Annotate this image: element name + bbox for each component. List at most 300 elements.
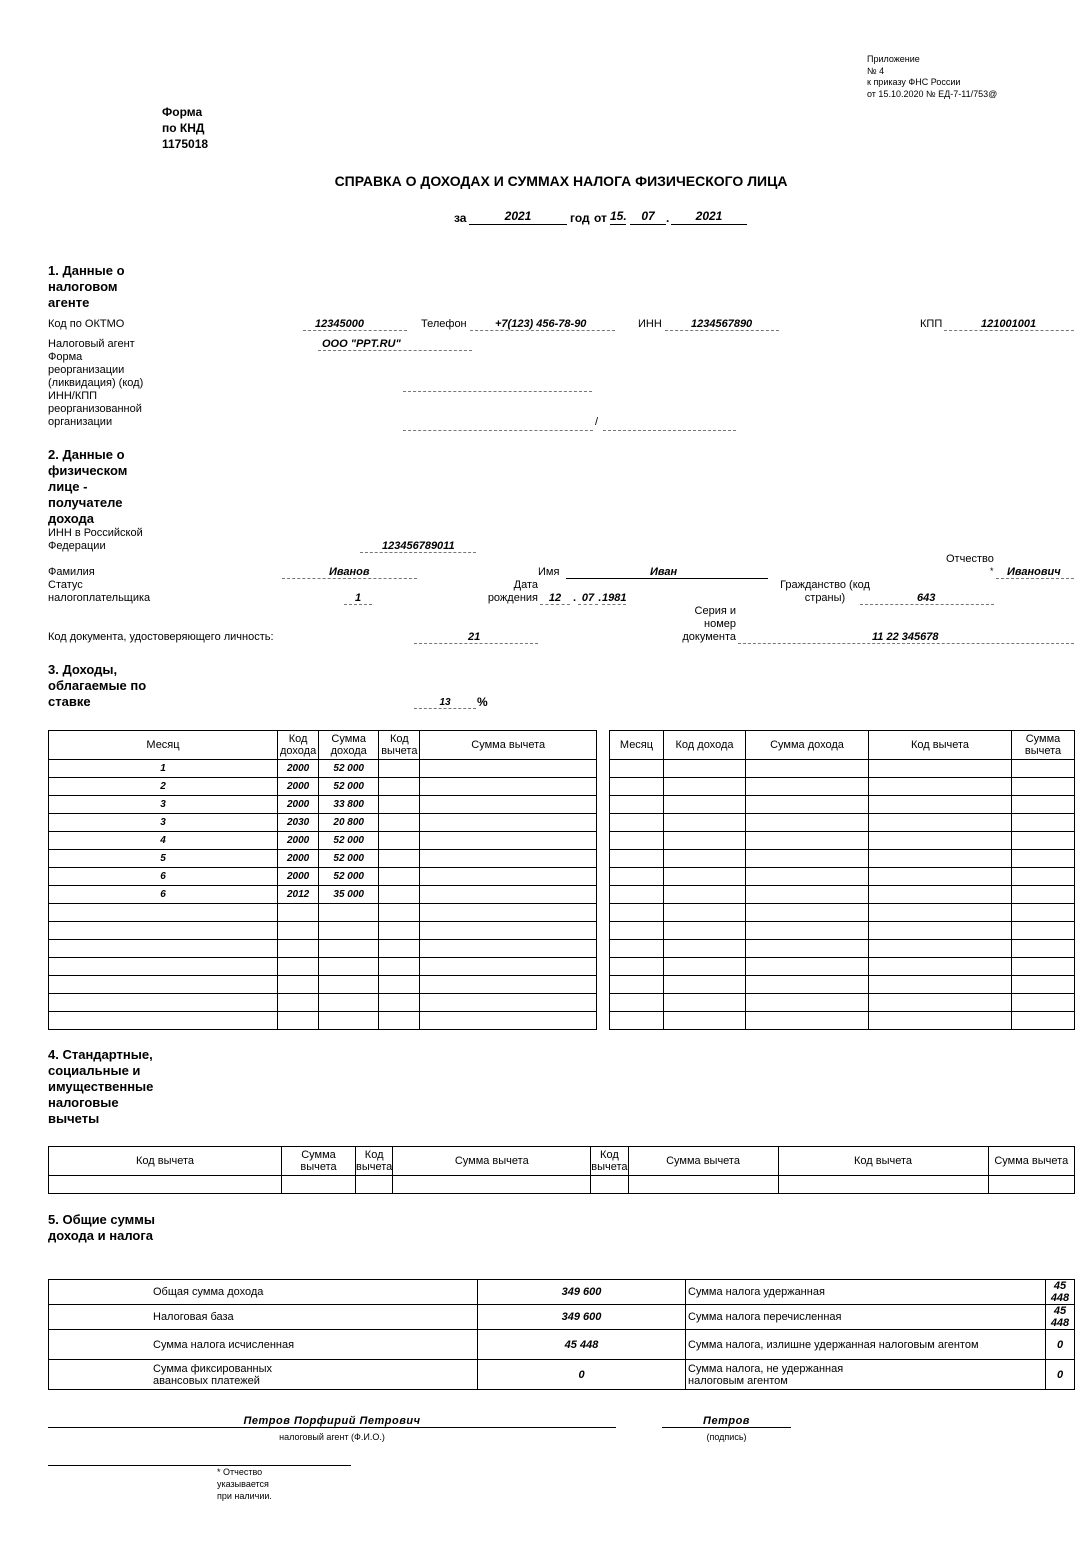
deduction-sum-cell[interactable] xyxy=(420,886,597,904)
deduction-sum-cell[interactable] xyxy=(1012,760,1075,778)
surname-field[interactable]: Иванов xyxy=(282,566,417,579)
income-sum-cell[interactable] xyxy=(319,958,379,976)
table-row xyxy=(610,832,1075,850)
appendix-note xyxy=(867,54,997,100)
month-cell[interactable] xyxy=(610,940,664,958)
deduction-sum-cell[interactable] xyxy=(1012,850,1075,868)
deduction-sum-cell[interactable] xyxy=(1012,904,1075,922)
tax-not-withheld-value: 0 xyxy=(1046,1360,1075,1390)
deduction-cell[interactable] xyxy=(282,1176,356,1194)
deduction-cell[interactable] xyxy=(356,1176,393,1194)
income-code-cell[interactable]: 2000 xyxy=(278,868,319,886)
doc-code-field[interactable]: 21 xyxy=(414,631,538,644)
col-header-deduction-code: Код вычета xyxy=(869,731,1012,760)
income-code-cell[interactable] xyxy=(664,958,746,976)
deduction-code-cell[interactable] xyxy=(869,940,1012,958)
agent-inn-field[interactable]: 1234567890 xyxy=(665,318,779,331)
kpp-field[interactable]: 121001001 xyxy=(944,318,1074,331)
fixed-advance-label xyxy=(49,1360,478,1390)
table-row xyxy=(49,994,597,1012)
table-row xyxy=(49,886,597,904)
table-row xyxy=(49,814,597,832)
table-row xyxy=(610,868,1075,886)
table-row xyxy=(49,958,597,976)
deduction-sum-cell[interactable] xyxy=(420,760,597,778)
god-label: год xyxy=(570,211,590,225)
citizenship-field[interactable]: 643 xyxy=(860,592,994,605)
income-sum-cell[interactable] xyxy=(319,994,379,1012)
income-code-cell[interactable] xyxy=(664,940,746,958)
percent-sign: % xyxy=(477,695,488,709)
income-sum-cell[interactable] xyxy=(746,850,869,868)
deduction-sum-header: Сумма вычета xyxy=(988,1147,1074,1176)
income-sum-cell[interactable] xyxy=(746,832,869,850)
month-cell[interactable]: 2 xyxy=(49,778,278,796)
deduction-code-cell[interactable] xyxy=(869,760,1012,778)
deduction-code-cell[interactable] xyxy=(379,886,420,904)
income-sum-cell[interactable] xyxy=(746,814,869,832)
income-table-right-body xyxy=(610,760,1075,1030)
month-cell[interactable] xyxy=(610,760,664,778)
deduction-sum-cell[interactable] xyxy=(420,832,597,850)
deduction-sum-cell[interactable] xyxy=(1012,922,1075,940)
deduction-code-cell[interactable] xyxy=(379,778,420,796)
table-row xyxy=(610,814,1075,832)
deduction-code-header: Код вычета xyxy=(49,1147,282,1176)
deduction-code-cell[interactable] xyxy=(869,904,1012,922)
total-income-value: 349 600 xyxy=(478,1280,686,1305)
deduction-sum-cell[interactable] xyxy=(420,778,597,796)
doc-code-label: Код документа, удостоверяющего личность: xyxy=(48,631,274,643)
deduction-code-cell[interactable] xyxy=(379,958,420,976)
tax-transferred-label: Сумма налога перечисленная xyxy=(686,1305,1046,1330)
month-cell[interactable] xyxy=(49,1012,278,1030)
deduction-code-cell[interactable] xyxy=(869,778,1012,796)
rate-field[interactable]: 13 xyxy=(414,697,476,709)
income-code-cell[interactable]: 2000 xyxy=(278,832,319,850)
tax-not-withheld-label xyxy=(686,1360,1046,1390)
agent-field[interactable]: ООО "PPT.RU" xyxy=(318,338,472,351)
deduction-code-cell[interactable] xyxy=(379,994,420,1012)
tax-overwithheld-label: Сумма налога, излишне удержанная налоговым агентом xyxy=(686,1330,1046,1360)
page-title: СПРАВКА О ДОХОДАХ И СУММАХ НАЛОГА ФИЗИЧЕСКОГО ЛИЦА xyxy=(334,173,788,189)
deduction-code-cell[interactable] xyxy=(869,886,1012,904)
month-cell[interactable] xyxy=(610,796,664,814)
deduction-code-header: Код вычета xyxy=(778,1147,988,1176)
col-header-deduction-code: Код вычета xyxy=(379,731,420,760)
table-row xyxy=(610,904,1075,922)
inn-label: ИНН xyxy=(638,318,662,330)
deduction-cell[interactable] xyxy=(628,1176,778,1194)
col-header-month: Месяц xyxy=(610,731,664,760)
oktmo-label: Код по ОКТМО xyxy=(48,318,125,330)
deduction-code-cell[interactable] xyxy=(379,940,420,958)
appendix-line: № 4 xyxy=(867,65,885,76)
deduction-code-cell[interactable] xyxy=(869,976,1012,994)
income-sum-cell[interactable]: 52 000 xyxy=(319,868,379,886)
month-cell[interactable]: 1 xyxy=(49,760,278,778)
month-cell[interactable] xyxy=(610,868,664,886)
income-sum-cell[interactable] xyxy=(746,868,869,886)
doc-series-label: Серия и номер документа xyxy=(682,605,736,643)
deduction-code-cell[interactable] xyxy=(379,832,420,850)
income-sum-cell[interactable] xyxy=(746,922,869,940)
agent-name-field[interactable]: Петров Порфирий Петрович xyxy=(48,1415,616,1428)
reorg-label: Форма реорганизации (ликвидация) (код) xyxy=(48,351,144,389)
income-code-cell[interactable] xyxy=(664,832,746,850)
date-day[interactable]: 15. xyxy=(610,209,627,223)
deduction-code-cell[interactable] xyxy=(869,958,1012,976)
appendix-line: Приложение xyxy=(867,54,920,64)
month-cell[interactable] xyxy=(49,976,278,994)
birth-month-field[interactable]: 07 xyxy=(578,592,598,605)
income-code-cell[interactable] xyxy=(664,778,746,796)
income-code-cell[interactable] xyxy=(664,922,746,940)
table-row xyxy=(49,760,597,778)
table-row xyxy=(49,940,597,958)
deduction-sum-cell[interactable] xyxy=(420,850,597,868)
birth-dot: . xyxy=(598,592,602,604)
person-inn-field[interactable]: 123456789011 xyxy=(360,540,476,553)
person-inn-label: ИНН в Российской Федерации xyxy=(48,527,143,552)
table-row xyxy=(49,922,597,940)
income-code-cell[interactable] xyxy=(278,958,319,976)
income-table-left xyxy=(48,730,597,1030)
income-code-cell[interactable] xyxy=(664,868,746,886)
month-cell[interactable] xyxy=(49,922,278,940)
month-cell[interactable] xyxy=(610,904,664,922)
table-row xyxy=(610,760,1075,778)
income-code-cell[interactable]: 2000 xyxy=(278,760,319,778)
col-header-income-code: Код дохода xyxy=(278,731,319,760)
tax-withheld-value: 45 448 xyxy=(1046,1280,1075,1305)
za-label: за xyxy=(454,211,467,225)
income-sum-cell[interactable]: 52 000 xyxy=(319,778,379,796)
kpp-label: КПП xyxy=(920,318,943,330)
section1-title: 1. Данные о налоговом агенте xyxy=(48,263,125,310)
table-row xyxy=(610,940,1075,958)
appendix-line: к приказу ФНС России xyxy=(867,77,961,87)
table-row xyxy=(49,778,597,796)
col-header-income-sum: Сумма дохода xyxy=(319,731,379,760)
deduction-cell[interactable] xyxy=(393,1176,591,1194)
tax-calculated-value: 45 448 xyxy=(478,1330,686,1360)
deduction-sum-cell[interactable] xyxy=(1012,778,1075,796)
deduction-sum-cell[interactable] xyxy=(420,796,597,814)
tax-withheld-label: Сумма налога удержанная xyxy=(686,1280,1046,1305)
citizenship-label: Гражданство (код страны) xyxy=(780,579,870,604)
deduction-sum-cell[interactable] xyxy=(1012,994,1075,1012)
reorg-kpp-field[interactable] xyxy=(603,418,736,431)
deduction-cell[interactable] xyxy=(49,1176,282,1194)
month-cell[interactable] xyxy=(610,778,664,796)
table-row xyxy=(49,868,597,886)
deduction-code-cell[interactable] xyxy=(869,1012,1012,1030)
tax-overwithheld-value: 0 xyxy=(1046,1330,1075,1360)
month-cell[interactable] xyxy=(610,994,664,1012)
deduction-code-header: Код вычета xyxy=(356,1147,393,1176)
table-row xyxy=(49,1012,597,1030)
section4-title: 4. Стандартные, социальные и имущественные налоговые вычеты xyxy=(48,1047,154,1126)
form-code-line: Форма xyxy=(162,105,203,119)
month-cell[interactable]: 4 xyxy=(49,832,278,850)
date-month[interactable]: 07 xyxy=(630,209,666,225)
income-sum-cell[interactable]: 52 000 xyxy=(319,760,379,778)
income-sum-cell[interactable] xyxy=(319,904,379,922)
month-cell[interactable] xyxy=(610,886,664,904)
deduction-code-cell[interactable] xyxy=(379,922,420,940)
deduction-sum-cell[interactable] xyxy=(420,868,597,886)
income-code-cell[interactable] xyxy=(278,976,319,994)
month-cell[interactable] xyxy=(49,994,278,1012)
deduction-sum-cell[interactable] xyxy=(420,904,597,922)
status-field[interactable]: 1 xyxy=(344,592,372,605)
deduction-code-cell[interactable] xyxy=(379,976,420,994)
col-header-income-sum: Сумма дохода xyxy=(746,731,869,760)
income-code-cell[interactable] xyxy=(664,814,746,832)
month-cell[interactable] xyxy=(610,1012,664,1030)
table-row xyxy=(49,904,597,922)
section3-title: 3. Доходы, облагаемые по ставке xyxy=(48,662,147,709)
income-sum-cell[interactable] xyxy=(319,922,379,940)
deduction-code-cell[interactable] xyxy=(379,1012,420,1030)
table-row xyxy=(610,994,1075,1012)
table-row xyxy=(610,886,1075,904)
income-code-cell[interactable] xyxy=(664,850,746,868)
deduction-sum-cell[interactable] xyxy=(1012,976,1075,994)
col-header-deduction-sum: Сумма вычета xyxy=(420,731,597,760)
reorg-inn-label: ИНН/КПП реорганизованной организации xyxy=(48,390,142,428)
form-code xyxy=(162,104,208,152)
deduction-code-cell[interactable] xyxy=(379,850,420,868)
name-label: Имя xyxy=(538,566,560,578)
deduction-sum-cell[interactable] xyxy=(1012,940,1075,958)
income-code-cell[interactable] xyxy=(664,994,746,1012)
month-cell[interactable]: 3 xyxy=(49,796,278,814)
deduction-sum-header: Сумма вычета xyxy=(393,1147,591,1176)
income-code-cell[interactable] xyxy=(664,886,746,904)
date-year[interactable]: 2021 xyxy=(671,209,747,225)
form-code-line: по КНД xyxy=(162,121,205,135)
income-sum-cell[interactable]: 20 800 xyxy=(319,814,379,832)
deduction-code-cell[interactable] xyxy=(869,796,1012,814)
table-row xyxy=(49,850,597,868)
table-row xyxy=(610,958,1075,976)
month-cell[interactable] xyxy=(49,904,278,922)
table-row xyxy=(610,976,1075,994)
doc-series-field[interactable]: 11 22 345678 xyxy=(738,631,1074,644)
agent-label: Налоговый агент xyxy=(48,338,135,350)
fixed-advance-value: 0 xyxy=(478,1360,686,1390)
totals-table xyxy=(48,1279,1075,1390)
income-code-cell[interactable]: 2030 xyxy=(278,814,319,832)
deduction-code-cell[interactable] xyxy=(379,760,420,778)
reorg-slash: / xyxy=(595,416,599,428)
status-label: Статус налогоплательщика xyxy=(48,579,151,604)
deduction-code-cell[interactable] xyxy=(869,994,1012,1012)
deduction-cell[interactable] xyxy=(988,1176,1074,1194)
deduction-code-cell[interactable] xyxy=(869,922,1012,940)
month-cell[interactable] xyxy=(610,814,664,832)
table-row xyxy=(610,778,1075,796)
income-sum-cell[interactable] xyxy=(746,1012,869,1030)
income-sum-cell[interactable] xyxy=(746,778,869,796)
income-sum-cell[interactable] xyxy=(746,904,869,922)
deduction-sum-cell[interactable] xyxy=(1012,958,1075,976)
birth-dot: . xyxy=(573,592,577,604)
table-row xyxy=(610,850,1075,868)
deductions-table xyxy=(48,1146,1075,1194)
report-year[interactable]: 2021 xyxy=(469,209,567,225)
income-sum-cell[interactable]: 35 000 xyxy=(319,886,379,904)
deduction-code-cell[interactable] xyxy=(869,814,1012,832)
appendix-line: от 15.10.2020 № ЕД-7-11/753@ xyxy=(867,88,998,99)
tax-base-label: Налоговая база xyxy=(49,1305,478,1330)
patronymic-asterisk: * xyxy=(990,566,994,576)
deduction-sum-cell[interactable] xyxy=(1012,832,1075,850)
deduction-sum-cell[interactable] xyxy=(420,994,597,1012)
income-code-cell[interactable] xyxy=(278,1012,319,1030)
income-code-cell[interactable]: 2012 xyxy=(278,886,319,904)
income-table-left-body xyxy=(49,760,597,1030)
income-code-cell[interactable] xyxy=(664,796,746,814)
reorg-code-field[interactable] xyxy=(403,379,592,392)
col-header-income-code: Код дохода xyxy=(664,731,746,760)
deduction-sum-header: Сумма вычета xyxy=(282,1147,356,1176)
month-cell[interactable] xyxy=(49,958,278,976)
deduction-sum-cell[interactable] xyxy=(1012,796,1075,814)
income-sum-cell[interactable] xyxy=(746,760,869,778)
month-cell[interactable] xyxy=(610,958,664,976)
birth-day-field[interactable]: 12 xyxy=(540,592,570,605)
oktmo-field[interactable]: 12345000 xyxy=(303,318,407,331)
deduction-sum-cell[interactable] xyxy=(1012,1012,1075,1030)
phone-label: Телефон xyxy=(421,318,467,330)
ot-label: от xyxy=(594,211,607,225)
deduction-sum-cell[interactable] xyxy=(420,976,597,994)
income-sum-cell[interactable] xyxy=(319,976,379,994)
table-row xyxy=(610,1012,1075,1030)
deduction-sum-cell[interactable] xyxy=(1012,868,1075,886)
reorg-inn-field[interactable] xyxy=(403,418,593,431)
table-row xyxy=(49,832,597,850)
tax-transferred-value: 45 448 xyxy=(1046,1305,1075,1330)
income-sum-cell[interactable] xyxy=(746,958,869,976)
tax-base-value: 349 600 xyxy=(478,1305,686,1330)
deduction-code-cell[interactable] xyxy=(869,832,1012,850)
section5-title: 5. Общие суммы дохода и налога xyxy=(48,1212,156,1243)
birth-label: Дата рождения xyxy=(487,579,538,604)
income-code-cell[interactable] xyxy=(664,760,746,778)
deduction-code-cell[interactable] xyxy=(869,868,1012,886)
table-row xyxy=(49,796,597,814)
tax-calculated-label: Сумма налога исчисленная xyxy=(49,1330,478,1360)
income-sum-cell[interactable] xyxy=(746,940,869,958)
income-sum-cell[interactable]: 52 000 xyxy=(319,850,379,868)
signature-field[interactable]: Петров xyxy=(662,1415,791,1428)
deduction-code-header: Код вычета xyxy=(591,1147,628,1176)
deduction-sum-cell[interactable] xyxy=(420,1012,597,1030)
income-code-cell[interactable] xyxy=(278,940,319,958)
income-sum-cell[interactable]: 52 000 xyxy=(319,832,379,850)
month-cell[interactable]: 6 xyxy=(49,886,278,904)
birth-year-field[interactable]: 1981 xyxy=(602,592,627,604)
deduction-sum-cell[interactable] xyxy=(1012,814,1075,832)
income-code-cell[interactable] xyxy=(664,904,746,922)
form-code-line: 1175018 xyxy=(162,137,209,151)
signature-caption: (подпись) xyxy=(706,1432,747,1442)
table-row xyxy=(610,796,1075,814)
footnote-divider xyxy=(48,1465,351,1466)
income-sum-cell[interactable] xyxy=(746,994,869,1012)
col-header-month: Месяц xyxy=(49,731,278,760)
income-sum-cell[interactable] xyxy=(746,886,869,904)
deduction-sum-cell[interactable] xyxy=(1012,886,1075,904)
patronymic-field[interactable]: Иванович xyxy=(996,566,1074,579)
income-code-cell[interactable] xyxy=(278,904,319,922)
month-cell[interactable] xyxy=(610,976,664,994)
section2-title: 2. Данные о физическом лице - получателе дохода xyxy=(48,447,128,526)
patronymic-label: Отчество xyxy=(946,553,994,565)
income-sum-cell[interactable] xyxy=(319,1012,379,1030)
deduction-sum-cell[interactable] xyxy=(420,922,597,940)
income-sum-cell[interactable]: 33 800 xyxy=(319,796,379,814)
income-code-cell[interactable] xyxy=(278,922,319,940)
deduction-code-cell[interactable] xyxy=(379,904,420,922)
month-cell[interactable] xyxy=(610,832,664,850)
deduction-code-cell[interactable] xyxy=(869,850,1012,868)
deduction-sum-cell[interactable] xyxy=(420,814,597,832)
agent-name-caption: налоговый агент (Ф.И.О.) xyxy=(279,1432,385,1442)
month-cell[interactable] xyxy=(49,940,278,958)
deduction-cell[interactable] xyxy=(778,1176,988,1194)
month-cell[interactable]: 3 xyxy=(49,814,278,832)
col-header-deduction-sum: Сумма вычета xyxy=(1012,731,1075,760)
deduction-sum-cell[interactable] xyxy=(420,940,597,958)
income-code-cell[interactable] xyxy=(664,976,746,994)
table-row xyxy=(49,976,597,994)
deduction-code-cell[interactable] xyxy=(379,814,420,832)
income-table-right xyxy=(609,730,1075,1030)
income-code-cell[interactable] xyxy=(278,994,319,1012)
deduction-cell[interactable] xyxy=(591,1176,628,1194)
deduction-code-cell[interactable] xyxy=(379,868,420,886)
name-field[interactable]: Иван xyxy=(566,566,768,579)
month-cell[interactable]: 6 xyxy=(49,868,278,886)
month-cell[interactable] xyxy=(610,850,664,868)
income-sum-cell[interactable] xyxy=(746,796,869,814)
deduction-sum-header: Сумма вычета xyxy=(628,1147,778,1176)
deduction-code-cell[interactable] xyxy=(379,796,420,814)
deduction-sum-cell[interactable] xyxy=(420,958,597,976)
income-code-cell[interactable]: 2000 xyxy=(278,778,319,796)
month-cell[interactable] xyxy=(610,922,664,940)
footnote: * Отчество указывается при наличии. xyxy=(217,1467,272,1501)
income-sum-cell[interactable] xyxy=(746,976,869,994)
month-cell[interactable]: 5 xyxy=(49,850,278,868)
phone-field[interactable]: +7(123) 456-78-90 xyxy=(470,318,615,331)
income-code-cell[interactable]: 2000 xyxy=(278,796,319,814)
tax-not-withheld-text: Сумма налога, не удержанная налоговым агентом xyxy=(688,1362,844,1387)
income-code-cell[interactable] xyxy=(664,1012,746,1030)
date-separator: . xyxy=(666,211,670,225)
income-code-cell[interactable]: 2000 xyxy=(278,850,319,868)
table-row xyxy=(610,922,1075,940)
surname-label: Фамилия xyxy=(48,566,95,578)
fixed-advance-text: Сумма фиксированных авансовых платежей xyxy=(153,1362,273,1387)
total-income-label: Общая сумма дохода xyxy=(49,1280,478,1305)
income-sum-cell[interactable] xyxy=(319,940,379,958)
